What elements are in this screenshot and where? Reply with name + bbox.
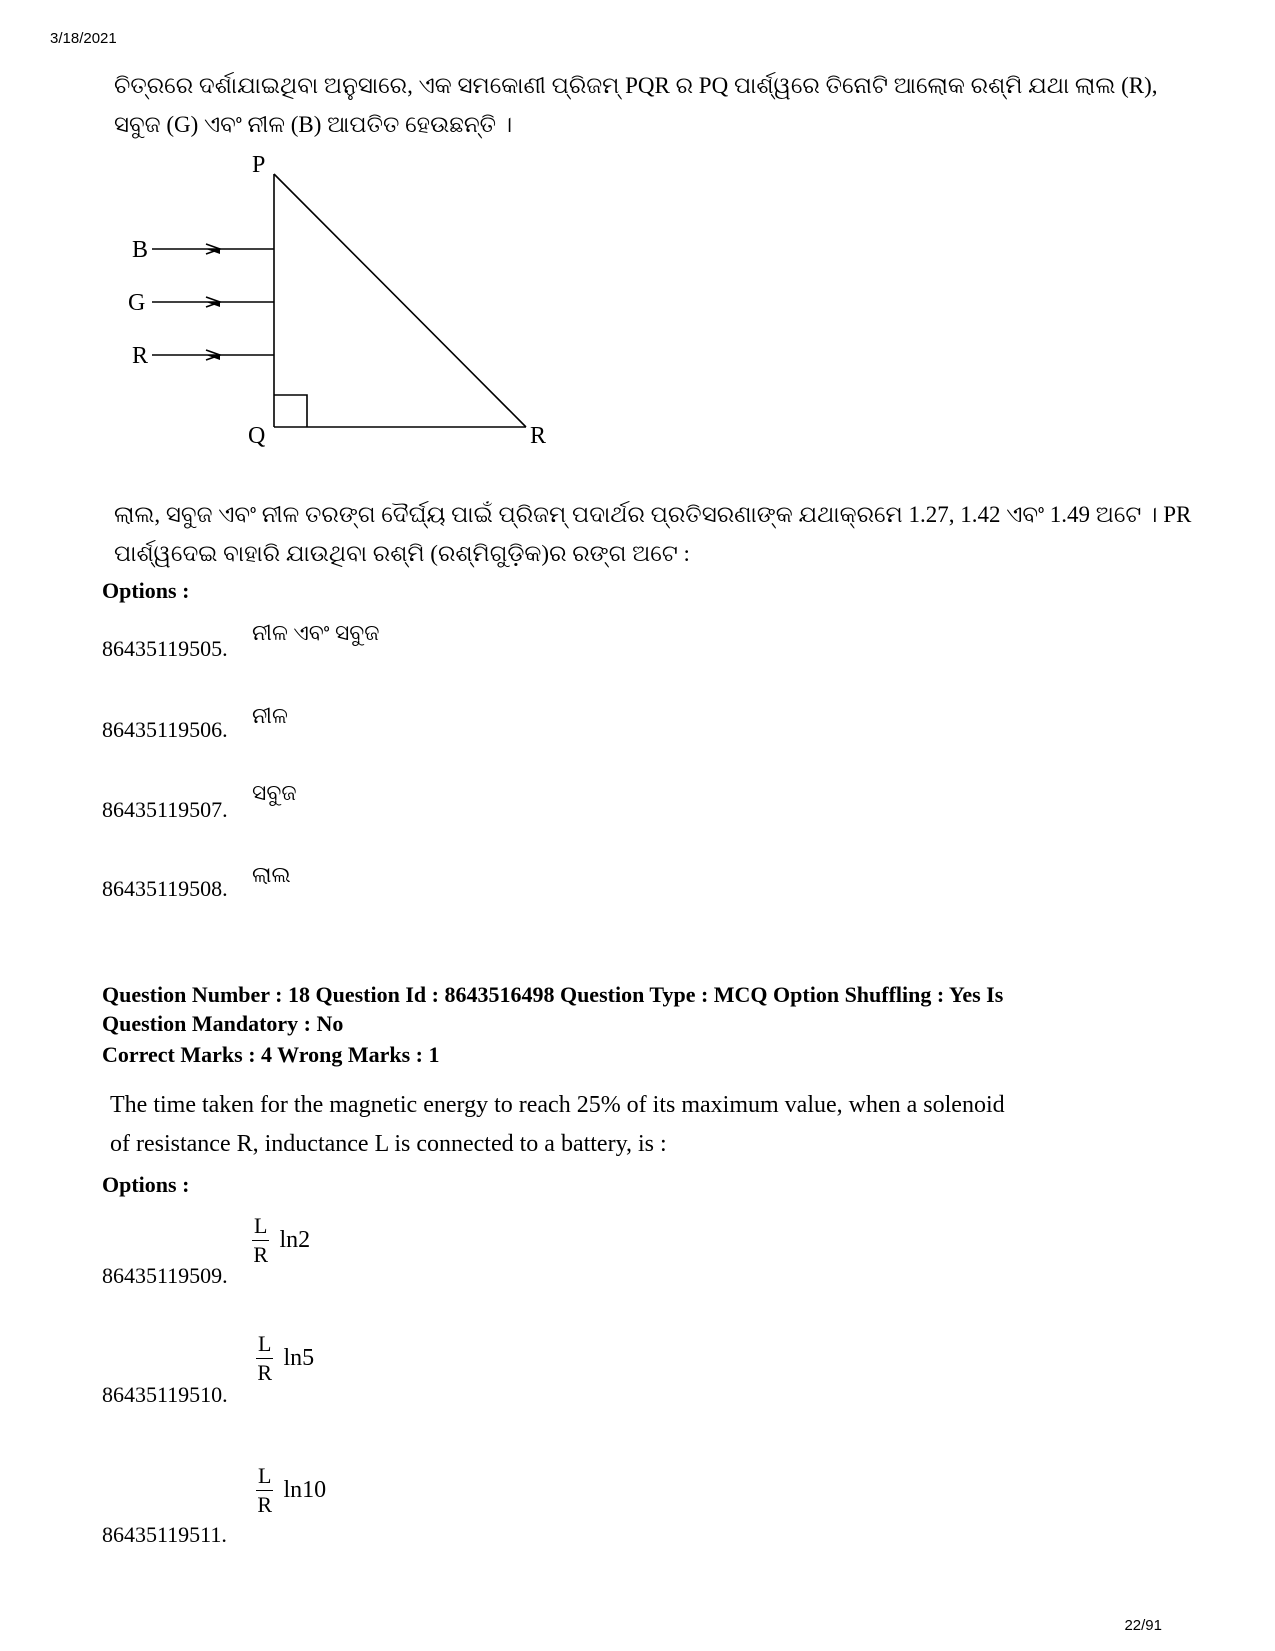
option-formula — [256, 1462, 326, 1519]
question-17-line-1: ଚିତ୍ରରେ ଦର୍ଶାଯାଇଥିବା ଅନୁସାରେ, ଏକ ସମକୋଣୀ ପ୍ରିଜମ୍ PQR ର PQ ପାର୍ଶ୍ୱରେ ତିନୋଟି ଆଲୋକ ରଶ୍ମି ଯଥା ଲାଲ (R), — [114, 73, 1158, 98]
question-17-line-2: ସବୁଜ (G) ଏବଂ ନୀଳ (B) ଆପତିତ ହେଉଛନ୍ତି । — [114, 112, 513, 137]
option-id: 86435119509. — [102, 1263, 228, 1288]
question-18-meta-line-2: Question Mandatory : No — [102, 1011, 344, 1036]
question-18-line-1: The time taken for the magnetic energy to reach 25% of its maximum value, when a solenoid — [110, 1092, 1005, 1118]
question-18-marks: Correct Marks : 4 Wrong Marks : 1 — [102, 1042, 440, 1067]
question-18-meta-line-1: Question Number : 18 Question Id : 8643516498 Question Type : MCQ Option Shuffling : Yes Is — [102, 982, 1004, 1007]
option-text: ଲାଲ — [252, 862, 291, 887]
fraction-numerator: L — [252, 1212, 269, 1241]
question-17-line-4: ପାର୍ଶ୍ୱଦେଇ ବାହାରି ଯାଉଥିବା ରଶ୍ମି (ରଶ୍ମିଗୁଡ଼ିକ)ର ରଙ୍ଗ ଅଟେ : — [114, 541, 690, 566]
option-formula — [256, 1330, 314, 1387]
option-text: ସବୁଜ — [252, 780, 297, 805]
label-r-ray: R — [132, 343, 149, 369]
question-18-options-label: Options : — [102, 1172, 190, 1197]
label-b: B — [132, 237, 149, 263]
log-term: ln2 — [279, 1227, 311, 1253]
fraction-denominator: R — [257, 1360, 273, 1385]
question-17-options-label: Options : — [102, 578, 190, 603]
question-18-meta — [102, 980, 1202, 1038]
fraction-denominator: R — [253, 1242, 269, 1267]
option-text: ନୀଳ ଏବଂ ସବୁଜ — [252, 620, 380, 645]
log-term: ln10 — [283, 1477, 327, 1503]
prism-figure — [120, 150, 590, 460]
option-id: 86435119505. — [102, 636, 228, 661]
side-pr — [274, 174, 526, 427]
fraction-numerator: L — [256, 1330, 273, 1359]
question-18-stem — [110, 1086, 1210, 1164]
fraction-numerator: L — [256, 1462, 273, 1491]
option-id: 86435119511. — [102, 1522, 227, 1547]
question-17-line-3: ଲାଲ, ସବୁଜ ଏବଂ ନୀଳ ତରଙ୍ଗ ଦୈର୍ଘ୍ୟ ପାଇଁ ପ୍ରିଜମ୍ ପଦାର୍ଥର ପ୍ରତିସରଣାଙ୍କ ଯଥାକ୍ରମେ 1.27, 1.42 ଏବଂ 1.49 ଅଟେ । PR — [114, 502, 1192, 527]
page-number: 22/91 — [1124, 1617, 1162, 1634]
question-17-stem-continued — [114, 495, 1194, 573]
fraction — [256, 1462, 273, 1519]
option-text: ନୀଳ — [252, 703, 288, 728]
label-p: P — [252, 152, 266, 178]
option-id: 86435119508. — [102, 876, 228, 901]
fraction-denominator: R — [257, 1492, 273, 1517]
label-r-vertex: R — [530, 423, 547, 449]
label-q: Q — [248, 423, 266, 449]
option-formula — [252, 1212, 310, 1269]
option-id: 86435119506. — [102, 717, 228, 742]
label-g: G — [128, 290, 146, 316]
option-id: 86435119507. — [102, 797, 228, 822]
question-17-stem — [114, 66, 1194, 144]
fraction — [252, 1212, 269, 1269]
question-18-line-2: of resistance R, inductance L is connected to a battery, is : — [110, 1131, 667, 1157]
fraction — [256, 1330, 273, 1387]
option-id: 86435119510. — [102, 1382, 228, 1407]
log-term: ln5 — [283, 1345, 315, 1371]
right-angle-mark — [274, 395, 307, 427]
print-date: 3/18/2021 — [50, 30, 117, 47]
